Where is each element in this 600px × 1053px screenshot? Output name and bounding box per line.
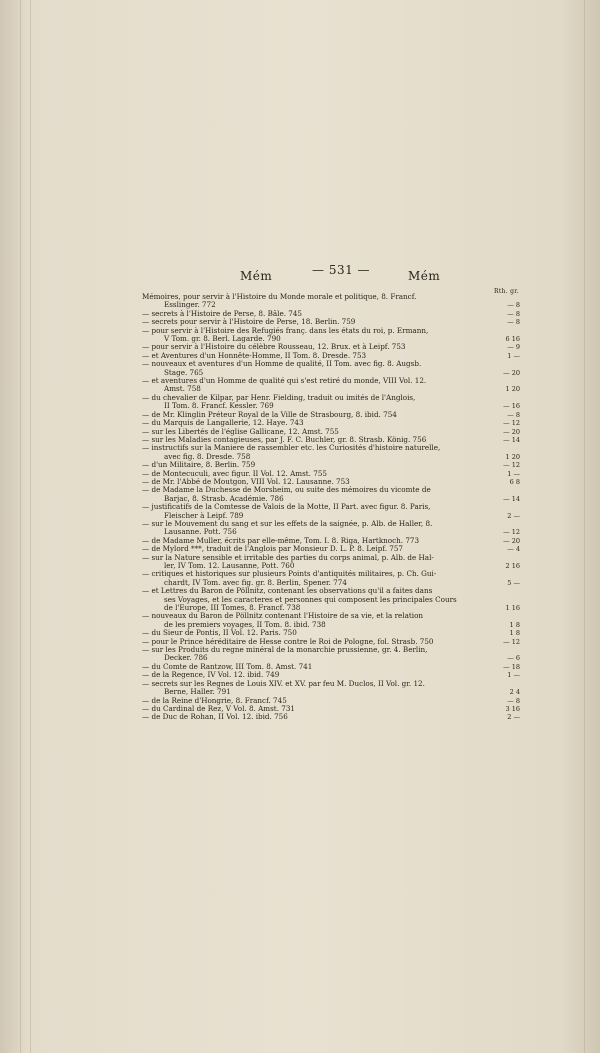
entry-line: — nouveaux du Baron de Pöllnitz contenant l'Histoire de sa vie, et la relation [142,611,424,621]
catalogue-entry [142,394,520,411]
entry-price: 2 — [507,511,520,520]
entry-line: Barjac, 8. Strasb. Académie. 786 [164,493,284,503]
catalogue-entry [142,327,520,344]
entry-text [142,570,487,587]
entry-line: chardt, IV Tom. avec fig. gr. 8. Berlin, Spener. 774 [164,577,347,587]
entry-price: — 12 [503,528,520,537]
page-edge-line [30,0,31,1053]
entry-price: 2 — [507,713,520,722]
entry-line: — sur le Mouvement du sang et sur les effets de la saignée, p. Alb. de Haller, 8. [142,518,433,528]
entry-text [142,503,487,520]
entry-line: — de Montecuculi, avec figur. II Vol. 12. Amst. 755 [142,468,327,478]
entry-text [142,612,487,629]
catalogue-entry [142,612,520,629]
page-edge-line [20,0,21,1053]
entry-line: — du Marquis de Langallerie, 12. Haye. 743 [142,418,304,428]
entry-price: 5 — [507,578,520,587]
entry-price: 1 16 [505,604,520,613]
entry-price: 1 20 [505,452,520,461]
entry-line: — et Aventures d'un Honnête-Homme, II Tom. 8. Dresde. 753 [142,350,367,360]
entry-line: de l'Europe, III Tomes, 8. Francf. 738 [164,603,301,613]
entry-price: — 16 [503,402,520,411]
page-number: — 531 — [312,263,371,277]
entry-price: 1 — [507,351,520,360]
catalogue-entry [142,554,520,571]
entry-line: — du Sieur de Pontis, II Vol. 12. Paris. 750 [142,628,297,638]
catalogue-entry [142,293,520,310]
entry-line: Lausanne. Pott. 756 [164,527,237,537]
catalogue-entry [142,646,520,663]
entry-price: 6 16 [505,335,520,344]
entry-price: — 14 [503,435,520,444]
price-column-head: Rth. gr. [494,288,519,295]
entry-text [142,327,487,344]
entry-price: 3 16 [505,704,520,713]
page-edge-line [584,0,585,1053]
catalogue-entries [142,293,520,722]
entry-line: Stage. 765 [164,367,204,377]
running-header [145,263,515,283]
entry-line: de les premiers voyages, II Tom. 8. ibid. 738 [164,619,326,629]
catalogue-entry [142,713,520,721]
catalogue-entry [142,377,520,394]
entry-line: — du Comte de Rantzow, III Tom. 8. Amst. 741 [142,661,313,671]
entry-text [142,713,487,721]
entry-price: 1 20 [505,385,520,394]
entry-line: Amst. 758 [164,384,201,394]
entry-price: — 8 [507,696,520,705]
entry-line: — critiques et historiques sur plusieurs Points d'antiquités militaires, p. Ch. Gui- [142,569,437,579]
catalogue-entry [142,486,520,503]
entry-line: — de la Reine d'Hongrie, 8. Francf. 745 [142,695,287,705]
entry-price: — 18 [503,662,520,671]
entry-line: — de Mr. Klinglin Préteur Royal de la Ville de Strasbourg, 8. ibid. 754 [142,409,397,419]
entry-price: — 8 [507,318,520,327]
entry-text [142,646,487,663]
entry-line: — de Mr. l'Abbé de Moutgon, VIII Vol. 12. Lausanne. 753 [142,476,350,486]
entry-price: 2 4 [509,688,520,697]
entry-text [142,587,487,612]
entry-line: — du Cardinal de Rez, V Vol. 8. Amst. 731 [142,703,295,713]
entry-price: — 14 [503,494,520,503]
entry-line: — secrets sur les Regnes de Louis XIV. et XV. par feu M. Duclos, II Vol. gr. 12. [142,678,425,688]
entry-line: — de la Regence, IV Vol. 12. ibid. 749 [142,670,280,680]
entry-text [142,360,487,377]
catalogue-entry [142,680,520,697]
entry-line: — pour servir à l'Histoire du célèbre Rousseau, 12. Brux. et à Leipf. 753 [142,342,406,352]
entry-line: — pour le Prince héréditaire de Hesse contre le Roi de Pologne, fol. Strasb. 750 [142,636,434,646]
catalogue-entry [142,570,520,587]
entry-price: — 20 [503,368,520,377]
entry-price: — 8 [507,301,520,310]
entry-line: — secrets à l'Histoire de Perse, 8. Bâle. 745 [142,308,302,318]
entry-text [142,486,487,503]
entry-line: Fleischer à Leipf. 789 [164,510,244,520]
entry-line: Decker. 786 [164,653,208,663]
entry-price: — 9 [507,343,520,352]
entry-line: II Tom. 8. Francf. Kessler. 769 [164,401,274,411]
entry-price: — 8 [507,309,520,318]
entry-line: avec fig. 8. Dresde. 758 [164,451,251,461]
entry-text [142,520,487,537]
entry-line: — sur les Produits du regne minéral de la monarchie prussienne, gr. 4. Berlin, [142,645,428,655]
entry-line: — justificatifs de la Comtesse de Valois de la Motte, II Part. avec figur. 8. Paris, [142,502,431,512]
entry-text [142,680,487,697]
entry-text [142,444,487,461]
entry-line: — instructifs sur la Maniere de rassembler etc. les Curiosités d'histoire naturelle, [142,443,441,453]
entry-line: — sur les Maladies contagieuses, par J. F. C. Buchler, gr. 8. Strasb. König. 756 [142,434,427,444]
entry-price: — 20 [503,536,520,545]
catalogue-entry [142,360,520,377]
entry-line: — secrets pour servir à l'Histoire de Perse, 18. Berlin. 759 [142,317,356,327]
catalogue-entry [142,444,520,461]
entry-line: — de Duc de Rohan, II Vol. 12. ibid. 756 [142,712,288,722]
entry-price: 1 — [507,671,520,680]
entry-price: 1 8 [509,629,520,638]
entry-price: — 6 [507,654,520,663]
entry-line: — et Lettres du Baron de Pöllnitz, contenant les observations qu'il a faites dans [142,586,433,596]
entry-line: — pour servir à l'Histoire des Refugiés franç. dans les états du roi, p. Ermann, [142,325,429,335]
entry-text [142,377,487,394]
entry-line: Berne, Haller. 791 [164,687,231,697]
entry-text [142,554,487,571]
entry-line: — nouveaux et aventures d'un Homme de qualité, II Tom. avec fig. 8. Augsb. [142,359,422,369]
entry-text [142,394,487,411]
entry-text [142,293,487,310]
entry-price: — 12 [503,461,520,470]
left-head: Mém [240,269,273,283]
entry-price: 1 — [507,469,520,478]
entry-price: — 4 [507,545,520,554]
entry-line: — d'un Militaire, 8. Berlin. 759 [142,460,256,470]
entry-price: — 12 [503,419,520,428]
entry-line: — et aventures d'un Homme de qualité qui s'est retiré du monde, VIII Vol. 12. [142,376,427,386]
entry-line: Esslinger. 772 [164,300,216,310]
entry-price: 1 8 [509,620,520,629]
entry-price: — 12 [503,637,520,646]
entry-price: 2 16 [505,561,520,570]
catalogue-entry [142,520,520,537]
entry-line: Mémoires, pour servir à l'Histoire du Monde morale et politique, 8. Francf. [142,292,417,301]
entry-price: — 8 [507,410,520,419]
catalogue-entry [142,587,520,612]
entry-line: — sur les Libertés de l'église Gallicane, 12. Amst. 755 [142,426,339,436]
entry-line: V Tom. gr. 8. Berl. Lagarde. 790 [164,334,281,344]
entry-price: 6 8 [509,477,520,486]
catalogue-entry [142,503,520,520]
entry-price: — 20 [503,427,520,436]
entry-line: — de Mylord ***, traduit de l'Anglois par Monsieur D. L. P. 8. Leipf. 757 [142,544,404,554]
entry-line: ses Voyages, et les caracteres et personnes qui composent les principales Cours [164,594,457,604]
right-head: Mém [408,269,441,283]
entry-line: — sur la Nature sensible et irritable des parties du corps animal, p. Alb. de Hal- [142,552,434,562]
entry-line: — de Madame la Duchesse de Morsheim, ou suite des mémoires du vicomte de [142,485,431,495]
entry-line: — du chevalier de Kilpar, par Henr. Fielding, traduit ou imités de l'Anglois, [142,392,416,402]
entry-line: ler, IV Tom. 12. Lausanne, Pott. 760 [164,561,295,570]
entry-line: — de Madame Muller, écrits par elle-même, Tom. I. 8. Riga, Hartknoch. 773 [142,535,420,545]
